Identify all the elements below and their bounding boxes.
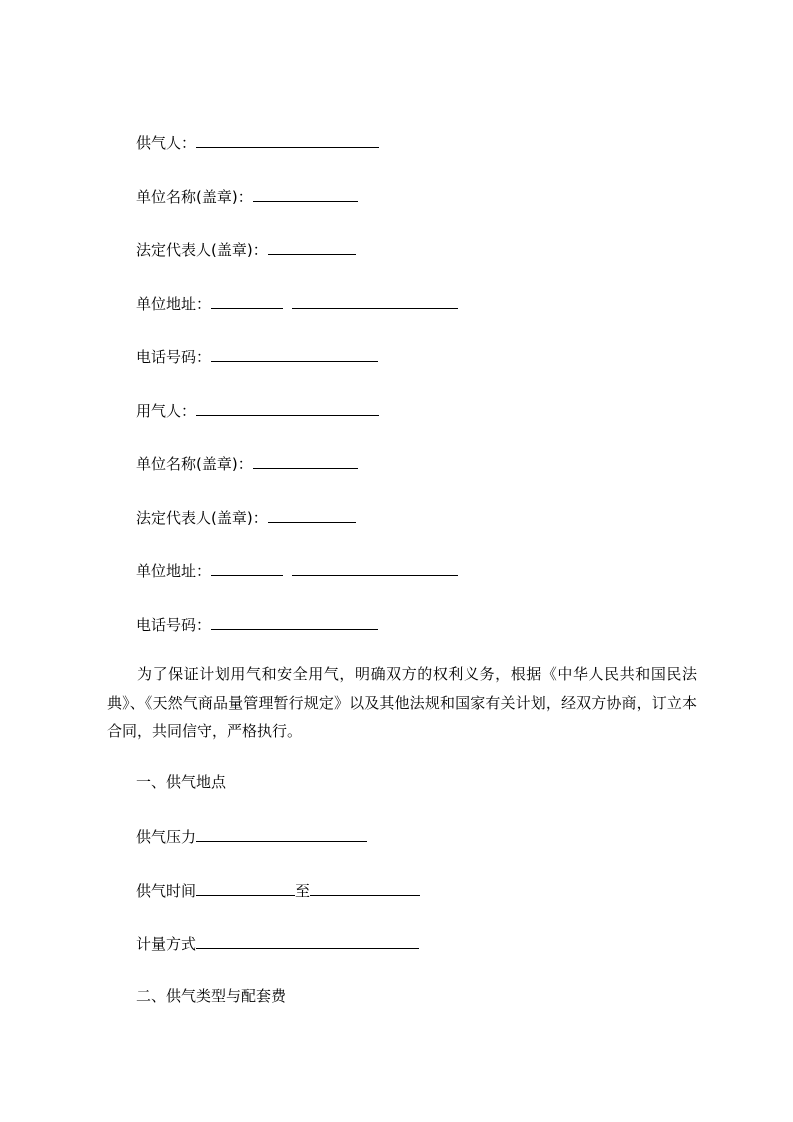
supplier-phone-label: 电话号码： bbox=[136, 348, 212, 366]
consumer-legal-rep-blank[interactable] bbox=[268, 506, 356, 523]
supplier-address-blank-1[interactable] bbox=[211, 292, 283, 309]
metering-label: 计量方式 bbox=[136, 935, 197, 953]
supply-time-label: 供气时间 bbox=[136, 882, 197, 900]
consumer-address-blank-1[interactable] bbox=[211, 559, 283, 576]
consumer-phone-label: 电话号码： bbox=[136, 616, 212, 634]
consumer-blank[interactable] bbox=[196, 399, 379, 416]
supplier-unit-name-label: 单位名称(盖章)： bbox=[136, 188, 253, 206]
consumer-legal-rep-label: 法定代表人(盖章)： bbox=[136, 509, 268, 527]
section2-title: 二、供气类型与配套费 bbox=[136, 987, 287, 1005]
consumer-address-line bbox=[136, 559, 458, 581]
consumer-line bbox=[136, 399, 379, 421]
supply-pressure-line bbox=[136, 825, 367, 847]
supply-time-start-blank[interactable] bbox=[196, 879, 295, 896]
supplier-label: 供气人： bbox=[136, 134, 197, 152]
supply-time-to: 至 bbox=[295, 882, 311, 900]
supplier-line bbox=[136, 131, 379, 153]
consumer-unit-name-line bbox=[136, 452, 358, 474]
intro-paragraph: 为了保证计划用气和安全用气，明确双方的权利义务，根据《中华人民共和国民法典》、《天然气商品量管理暂行规定》以及其他法规和国家有关计划，经双方协商，订立本合同，共同信守，严格执行。 bbox=[107, 665, 697, 740]
consumer-phone-blank[interactable] bbox=[211, 613, 378, 630]
supplier-phone-line bbox=[136, 345, 378, 367]
consumer-unit-name-blank[interactable] bbox=[253, 452, 358, 469]
consumer-address-blank-2[interactable] bbox=[292, 559, 458, 576]
supplier-legal-rep-blank[interactable] bbox=[268, 238, 356, 255]
supplier-address-blank-2[interactable] bbox=[292, 292, 458, 309]
supply-pressure-label: 供气压力 bbox=[136, 828, 197, 846]
consumer-label: 用气人： bbox=[136, 402, 197, 420]
supplier-phone-blank[interactable] bbox=[211, 345, 378, 362]
consumer-address-label: 单位地址： bbox=[136, 562, 212, 580]
consumer-unit-name-label: 单位名称(盖章)： bbox=[136, 455, 253, 473]
section1-title: 一、供气地点 bbox=[136, 773, 227, 791]
consumer-phone-line bbox=[136, 613, 378, 635]
metering-blank[interactable] bbox=[196, 932, 419, 949]
metering-line bbox=[136, 932, 419, 954]
supplier-address-label: 单位地址： bbox=[136, 295, 212, 313]
supplier-unit-name-blank[interactable] bbox=[253, 185, 358, 202]
supply-pressure-blank[interactable] bbox=[196, 825, 367, 842]
supply-time-end-blank[interactable] bbox=[310, 879, 420, 896]
supplier-blank[interactable] bbox=[196, 131, 379, 148]
consumer-legal-rep-line bbox=[136, 506, 356, 528]
supplier-unit-name-line bbox=[136, 185, 358, 207]
supplier-legal-rep-line bbox=[136, 238, 356, 260]
supply-time-line bbox=[136, 879, 420, 901]
supplier-legal-rep-label: 法定代表人(盖章)： bbox=[136, 241, 268, 259]
supplier-address-line bbox=[136, 292, 458, 314]
